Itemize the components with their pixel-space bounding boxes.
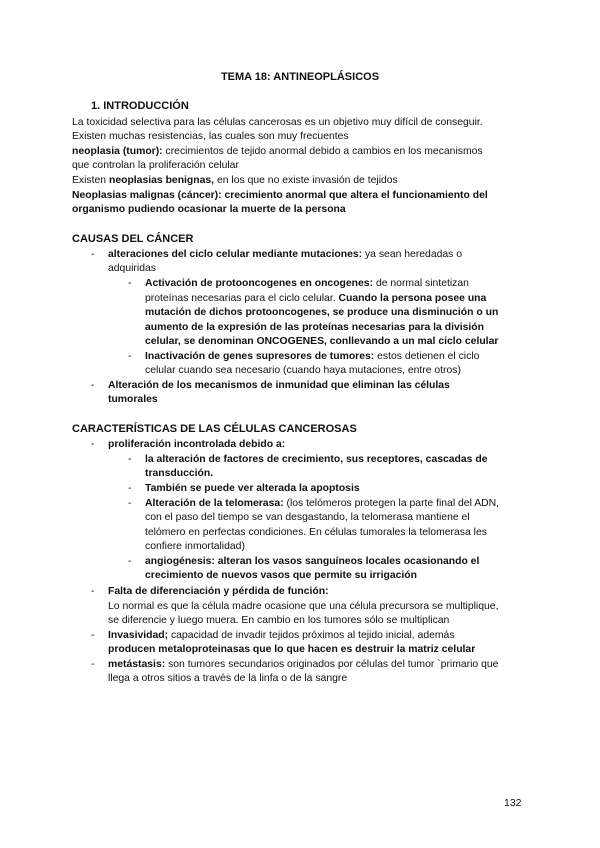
protooncogenes-l2-bold: Cuando la persona posee una xyxy=(338,293,487,304)
page-number: 132 xyxy=(504,797,522,809)
section-heading-causas: CAUSAS DEL CÁNCER xyxy=(72,233,194,245)
invasividad-line-1 xyxy=(108,629,455,643)
telomerasa-term: Alteración de la telomerasa: xyxy=(145,498,284,509)
causa-alteraciones xyxy=(108,248,462,262)
neoplasia-definition-cont: que controlan la proliferación celular xyxy=(72,160,239,171)
neoplasia-term: neoplasia (tumor): xyxy=(72,146,163,157)
telomerasa-def: (los telómeros protegen la parte final del ADN, xyxy=(283,498,500,509)
metastasis-term: metástasis: xyxy=(108,659,166,670)
benign-pre: Existen xyxy=(72,175,109,186)
telomerasa-line-1 xyxy=(145,497,499,511)
telomerasa-line-3: telómero en perfectas condiciones. En células tumorales la telomerasa les xyxy=(145,527,487,538)
invasividad-def: capacidad de invadir tejidos próximos al tejido inicial, además xyxy=(168,630,455,641)
causa-alteraciones-cont: adquiridas xyxy=(108,263,156,274)
benign-line xyxy=(72,174,398,188)
neoplasia-def-text: crecimientos de tejido anormal debido a cambios en los mecanismos xyxy=(162,146,483,157)
protooncogenes-line-5: celular, se denominan ONCOGENES, conllevando a un mal ciclo celular xyxy=(145,336,499,347)
diferenciacion-line-3: se diferencie y luego muera. En cambio en los tumores sólo se multiplican xyxy=(108,615,450,626)
causa-alteraciones-def: ya sean heredadas o xyxy=(362,249,463,260)
telomerasa-line-2: con el paso del tiempo se van desgastando, la telomerasa mantiene el xyxy=(145,512,470,523)
apoptosis-line: También se puede ver alterada la apoptosis xyxy=(145,483,360,494)
factores-line-2: transducción. xyxy=(145,468,214,479)
protooncogenes-def: de normal sintetizan xyxy=(373,278,469,289)
factores-line-1: la alteración de factores de crecimiento, sus receptores, cascadas de xyxy=(145,454,488,465)
angiogenesis-line-2: crecimiento de nuevos vasos que permite su irrigación xyxy=(145,570,417,581)
diferenciacion-line-2: Lo normal es que la célula madre ocasione que una célula precursora se multiplique, xyxy=(108,601,499,612)
bullet-dash: - xyxy=(128,556,132,567)
protooncogenes-line-1 xyxy=(145,277,469,291)
inmunidad-line-1: Alteración de los mecanismos de inmunidad que eliminan las células xyxy=(108,380,450,391)
neoplasia-definition xyxy=(72,145,483,159)
bullet-dash: - xyxy=(91,249,95,260)
metastasis-line-2: llega a otros sitios a través de la linfa o de la sangre xyxy=(108,673,348,684)
bullet-dash: - xyxy=(128,454,132,465)
section-heading-caracteristicas: CARACTERÍSTICAS DE LAS CÉLULAS CANCEROSAS xyxy=(72,423,357,435)
bullet-dash: - xyxy=(91,380,95,391)
protooncogenes-line-3: mutación de dichos protooncogenes, se produce una disminución o un xyxy=(145,307,499,318)
diferenciacion-line-1: Falta de diferenciación y pérdida de función: xyxy=(108,586,329,597)
malign-line-2: organismo pudiendo ocasionar la muerte de la persona xyxy=(72,204,346,215)
supresores-term: Inactivación de genes supresores de tumores: xyxy=(145,351,375,362)
metastasis-def: son tumores secundarios originados por células del tumor `primario que xyxy=(165,659,499,670)
bullet-dash: - xyxy=(91,630,95,641)
metastasis-line-1 xyxy=(108,658,498,672)
bullet-dash: - xyxy=(128,278,132,289)
angiogenesis-line-1: angiogénesis: alteran los vasos sanguíneos locales ocasionando el xyxy=(145,556,480,567)
benign-post: en los que no existe invasión de tejidos xyxy=(214,175,398,186)
document-title: TEMA 18: ANTINEOPLÁSICOS xyxy=(220,71,380,83)
protooncogenes-l2-text: proteínas necesarias para el ciclo celular. xyxy=(145,293,339,304)
bullet-dash: - xyxy=(128,483,132,494)
supresores-line-1 xyxy=(145,350,479,364)
bullet-dash: - xyxy=(128,498,132,509)
bullet-dash: - xyxy=(128,351,132,362)
protooncogenes-term: Activación de protooncogenes en oncogenes: xyxy=(145,278,374,289)
invasividad-line-2: producen metaloproteinasas que lo que hacen es destruir la matriz celular xyxy=(108,644,476,655)
protooncogenes-line-2 xyxy=(145,292,486,306)
invasividad-term: Invasividad; xyxy=(108,630,169,641)
bullet-dash: - xyxy=(91,586,95,597)
inmunidad-line-2: tumorales xyxy=(108,394,158,405)
supresores-line-2: celular cuando sea necesario (cuando haya mutaciones, entre otros) xyxy=(145,365,461,376)
bullet-dash: - xyxy=(91,439,95,450)
benign-term: neoplasias benignas, xyxy=(108,175,215,186)
telomerasa-line-4: confiere inmortalidad) xyxy=(145,541,245,552)
supresores-def: estos detienen el ciclo xyxy=(374,351,480,362)
intro-paragraph-2: Existen muchas resistencias, las cuales son muy frecuentes xyxy=(72,131,349,142)
causa-alteraciones-term: alteraciones del ciclo celular mediante mutaciones: xyxy=(108,249,363,260)
proliferacion-line: proliferación incontrolada debido a: xyxy=(108,439,286,450)
bullet-dash: - xyxy=(91,659,95,670)
intro-paragraph-1: La toxicidad selectiva para las células cancerosas es un objetivo muy difícil de conseguir. xyxy=(72,117,483,128)
malign-line-1: Neoplasias malignas (cáncer): crecimiento anormal que altera el funcionamiento del xyxy=(72,190,488,201)
section-heading-introduccion: 1. INTRODUCCIÓN xyxy=(91,100,189,112)
protooncogenes-line-4: aumento de la expresión de las proteínas necesarias para la división xyxy=(145,322,484,333)
